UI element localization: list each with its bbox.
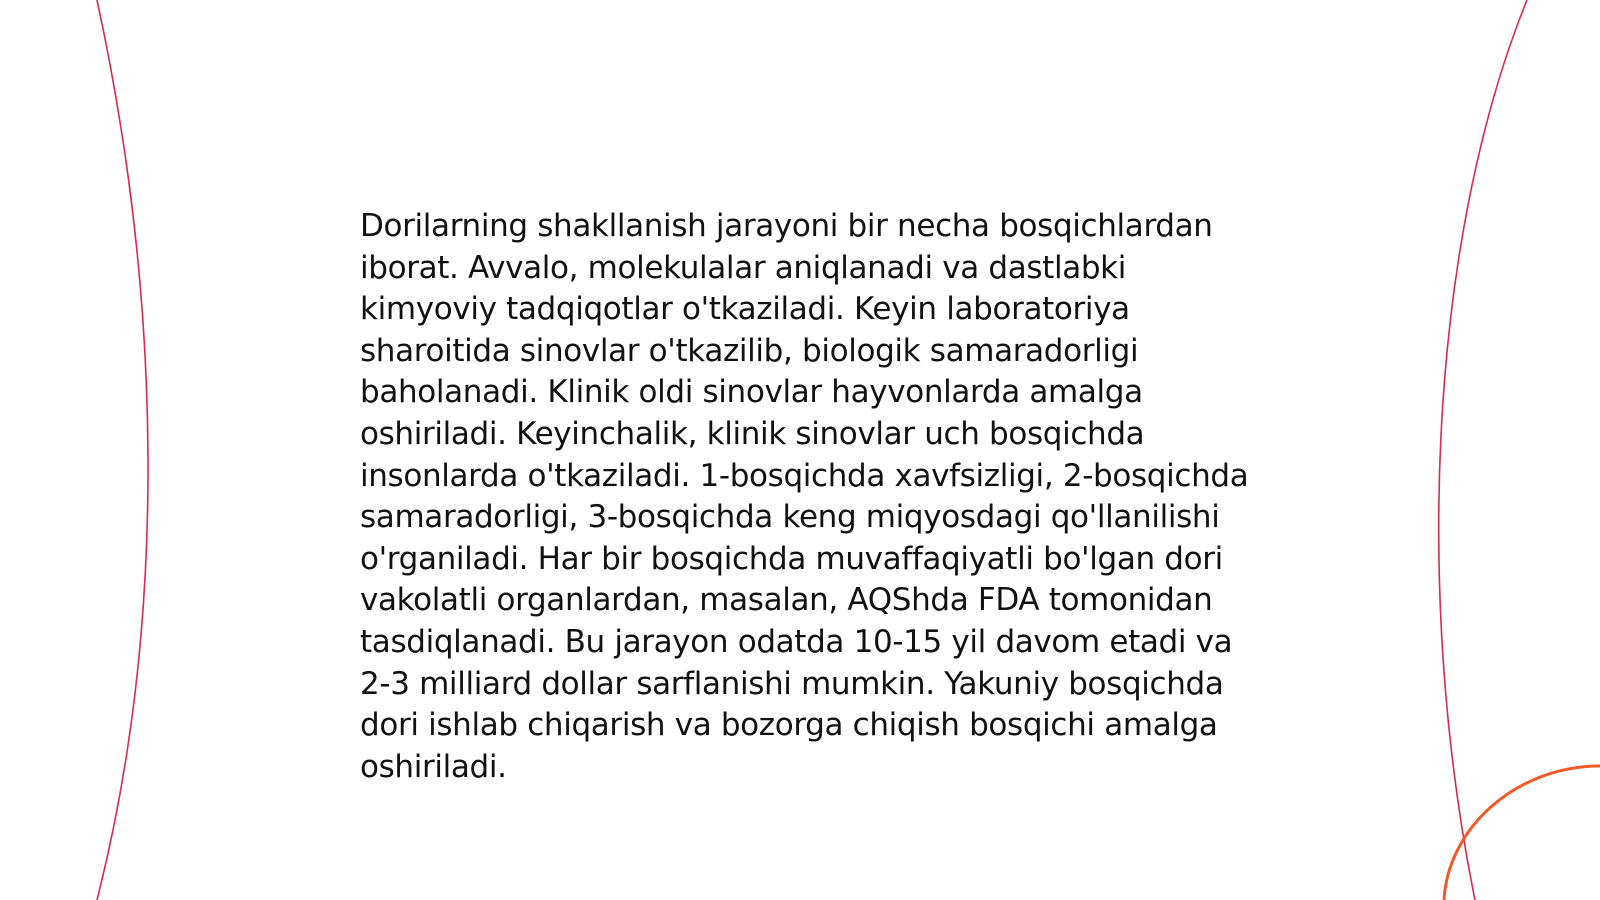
main-paragraph: Dorilarning shakllanish jarayoni bir necha bosqichlardan iborat. Avvalo, molekulalar aniqlanadi va dastlabki kimyoviy tadqiqotlar o'tkaziladi. Keyin laboratoriya sharoitida sinovlar o'tkazilib, biologik samaradorligi baholanadi. Klinik oldi sinovlar hayvonlarda amalga oshiriladi. Keyinchalik, klinik sinovlar uch bosqichda insonlarda o'tkaziladi. 1-bosqichda xavfsizligi, 2-bosqichda samaradorligi, 3-bosqichda keng miqyosdagi qo'llanilishi o'rganiladi. Har bir bosqichda muvaffaqiyatli bo'lgan dori vakolatli organlardan, masalan, AQShda FDA tomonidan tasdiqlanadi. Bu jarayon odatda 10-15 yil davom etadi va 2-3 milliard dollar sarflanishi mumkin. Yakuniy bosqichda dori ishlab chiqarish va bozorga chiqish bosqichi amalga oshiriladi.	[360, 208, 1249, 785]
right-curve-line	[1439, 0, 1527, 900]
corner-orange-arc	[1444, 766, 1600, 900]
left-curve-line	[97, 0, 148, 900]
